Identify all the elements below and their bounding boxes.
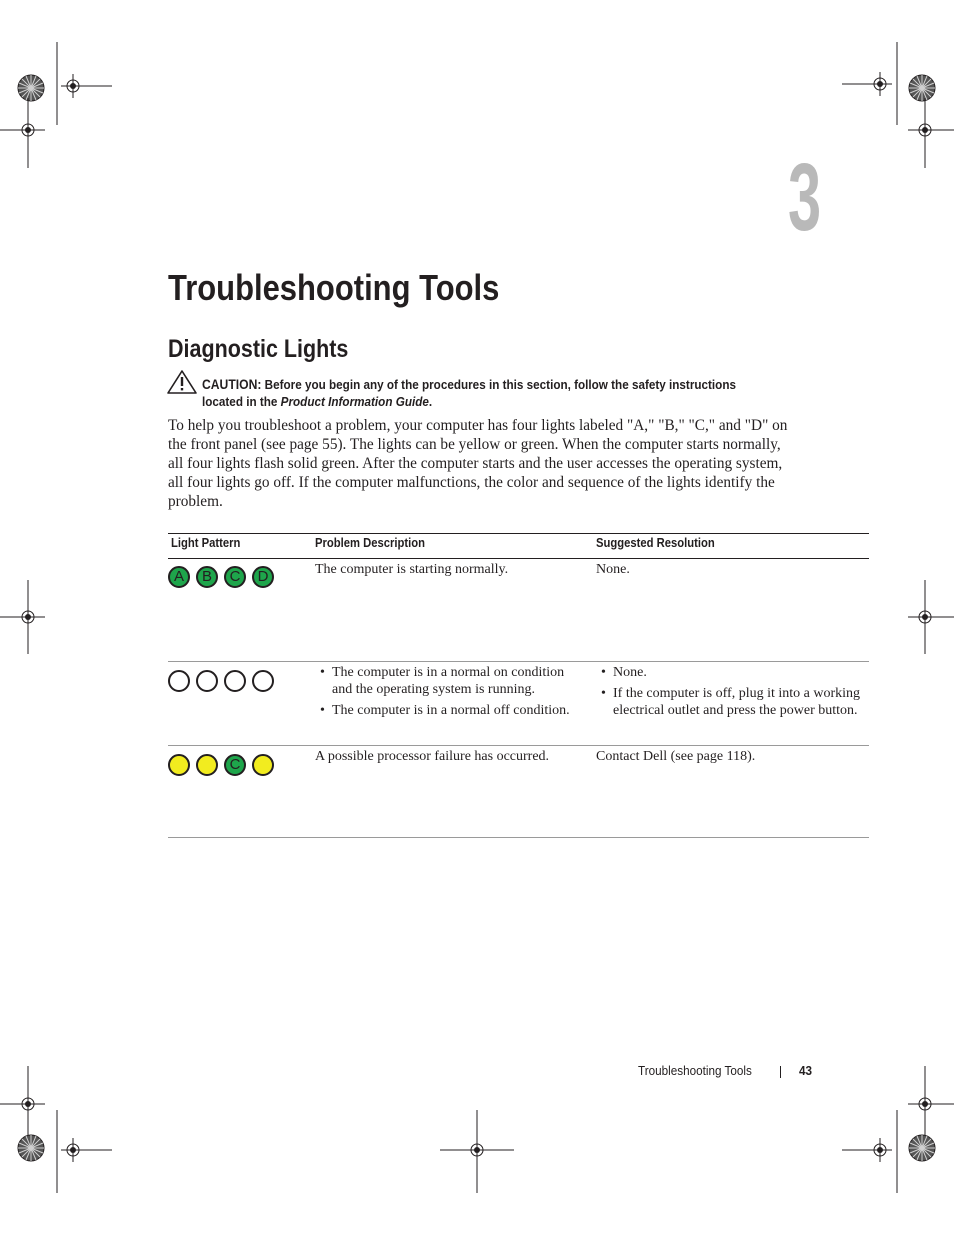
registration-star-icon xyxy=(18,1135,44,1161)
list-item: • If the computer is off, plug it into a working electrical outlet and press the power button. xyxy=(596,685,866,719)
diagnostic-light-b xyxy=(196,754,218,776)
suggested-resolution: None. xyxy=(596,562,630,577)
table-row xyxy=(168,754,288,780)
row-divider xyxy=(168,661,869,662)
diagnostic-light-b xyxy=(196,670,218,692)
suggested-resolution-list xyxy=(596,664,866,723)
chapter-title: Troubleshooting Tools xyxy=(168,267,500,308)
diagnostic-light-a: A xyxy=(168,566,190,588)
problem-description: The computer is starting normally. xyxy=(315,562,509,577)
list-item: • The computer is in a normal on condition and the operating system is running. xyxy=(315,664,580,698)
registration-star-icon xyxy=(909,75,935,101)
section-heading: Diagnostic Lights xyxy=(168,335,349,363)
problem-description: A possible processor failure has occurred. xyxy=(315,749,550,764)
diagnostic-light-c: C xyxy=(224,566,246,588)
footer-separator xyxy=(780,1066,781,1078)
intro-paragraph: To help you troubleshoot a problem, your computer has four lights labeled "A," "B," "C," and "D" on the front panel (see page 55). The lights can be yellow or green. When the computer starts normally, all four lights flash solid green. After the computer starts and the user accesses the operating system, all four lights go off. If the computer malfunctions, the color and sequence of the lights identify the problem. xyxy=(168,417,788,510)
header-light-pattern: Light Pattern xyxy=(171,536,241,550)
chapter-number: 3 xyxy=(788,144,822,251)
problem-description-list xyxy=(315,664,580,723)
diagnostic-light-d xyxy=(252,670,274,692)
row-divider xyxy=(168,745,869,746)
caution-text: Before you begin any of the procedures in this section, follow the safety instructions located in the xyxy=(202,377,736,409)
caution-label: CAUTION: xyxy=(202,377,262,392)
header-problem-description: Problem Description xyxy=(315,536,426,550)
table-header-rule xyxy=(168,558,869,559)
page-number: 43 xyxy=(799,1063,813,1078)
table-row xyxy=(168,670,288,696)
suggested-resolution: Contact Dell (see page 118). xyxy=(596,749,756,764)
header-suggested-resolution: Suggested Resolution xyxy=(596,536,715,550)
caution-guide-title: Product Information Guide xyxy=(280,394,429,409)
caution-notice xyxy=(202,376,760,410)
table-top-rule xyxy=(168,533,869,534)
diagnostic-light-c: C xyxy=(224,754,246,776)
caution-end: . xyxy=(428,394,433,409)
diagnostic-light-c xyxy=(224,670,246,692)
list-item: • None. xyxy=(596,664,866,681)
diagnostic-light-a xyxy=(168,754,190,776)
registration-star-icon xyxy=(18,75,44,101)
diagnostic-light-d xyxy=(252,754,274,776)
table-bottom-rule xyxy=(168,837,869,838)
footer-section-title: Troubleshooting Tools xyxy=(638,1063,752,1078)
diagnostic-light-d: D xyxy=(252,566,274,588)
table-row xyxy=(168,566,288,592)
registration-star-icon xyxy=(909,1135,935,1161)
list-item: • The computer is in a normal off condition. xyxy=(315,702,580,719)
diagnostic-light-a xyxy=(168,670,190,692)
diagnostic-light-b: B xyxy=(196,566,218,588)
caution-triangle-icon xyxy=(167,370,197,394)
